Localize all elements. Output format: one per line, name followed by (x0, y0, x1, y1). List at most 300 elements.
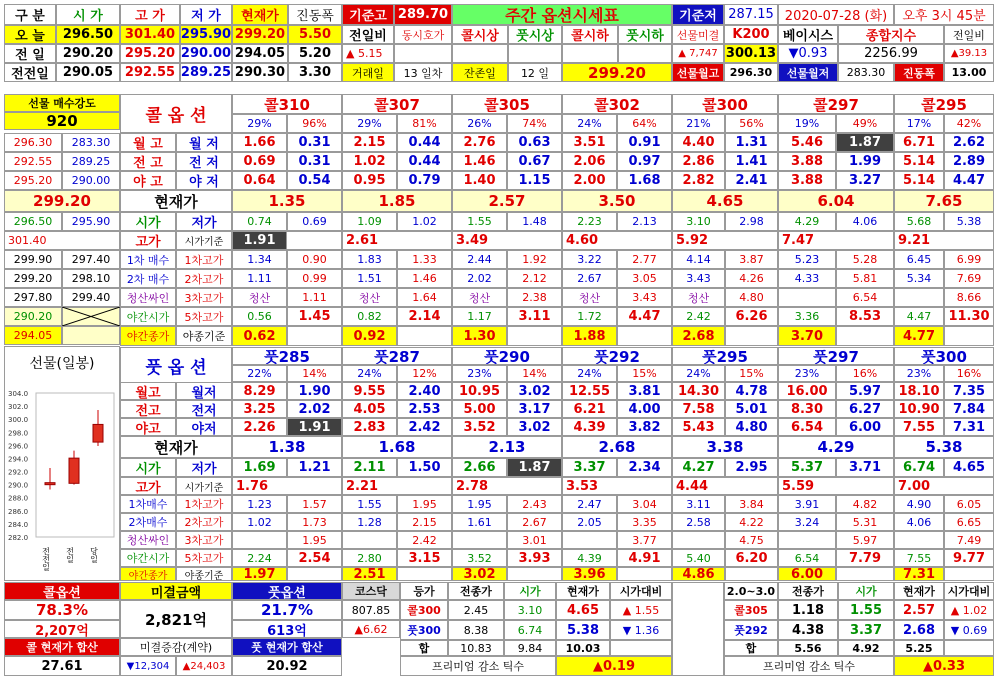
y-tick-label: 298.0 (8, 429, 29, 438)
call-yagan-b: 3.11 (507, 307, 562, 326)
put-yago: 7.55 (894, 418, 944, 436)
tbl1-diff: ▼ 1.36 (610, 620, 672, 640)
jonghap-value: 2256.99 (838, 44, 944, 63)
put-jeoga: 2.95 (725, 458, 778, 477)
tbl1-header: 시가대비 (610, 582, 672, 600)
center-price: 299.20 (562, 63, 672, 82)
put-chungsan-a (778, 531, 836, 549)
call-2cha-b: 0.99 (287, 269, 342, 288)
put-2cha-b: 4.22 (725, 513, 778, 531)
put-yajeo: 4.80 (725, 418, 778, 436)
put-yaganjong-b (617, 567, 672, 581)
candle-body (69, 458, 79, 483)
call-yaganjong: 1.30 (452, 326, 507, 346)
put-yajeo: 6.00 (836, 418, 894, 436)
put-label-wolgo: 월고 (120, 382, 176, 400)
put-sisang: 풋시상 (508, 25, 562, 44)
put-pct-1: 24% (342, 365, 397, 382)
empty-cell-5 (618, 44, 672, 63)
put-woljeo: 3.02 (507, 382, 562, 400)
put-yajeo: 2.42 (397, 418, 452, 436)
call-chungsan-a: 청산 (672, 288, 725, 307)
summary-jeoga: 289.25 (180, 65, 232, 80)
call-1cha-a: 3.22 (562, 250, 617, 269)
put-label-goga: 고가 (120, 477, 176, 495)
put-jeoga: 3.71 (836, 458, 894, 477)
put-label-jeongo: 전고 (120, 400, 176, 418)
put-yagan-b: 6.20 (725, 549, 778, 567)
call-yagan-a: 1.17 (452, 307, 507, 326)
jonghap-jeonil-label: 전일비 (944, 25, 994, 44)
call-yago: 0.95 (342, 171, 397, 190)
put-pct-2: 12% (397, 365, 452, 382)
call-chungsan-a (778, 288, 836, 307)
put-yagan-a: 2.24 (232, 549, 287, 567)
tbl1-siga: 3.10 (504, 600, 556, 620)
put-jeonjeo: 3.17 (507, 400, 562, 418)
put-2cha-b: 1.73 (287, 513, 342, 531)
put-pct-2: 14% (507, 365, 562, 382)
call-sum-label: 콜 현재가 합산 (4, 638, 120, 656)
put-sum-value: 20.92 (232, 656, 342, 676)
put-yagan-b: 4.91 (617, 549, 672, 567)
put-yajeo: 1.91 (287, 418, 342, 436)
put-chungsan-a (232, 531, 287, 549)
call-yagan-a: 0.56 (232, 307, 287, 326)
y-tick-label: 302.0 (8, 403, 29, 412)
call-current: 4.65 (672, 190, 778, 212)
put-wolgo: 10.95 (452, 382, 507, 400)
call-yagan-b: 1.45 (287, 307, 342, 326)
put-label-woljeo: 월저 (176, 382, 232, 400)
put-label-jeoga: 저가 (176, 458, 232, 477)
call-current: 2.57 (452, 190, 562, 212)
call-yagan-a: 2.42 (672, 307, 725, 326)
left-level-b (62, 326, 120, 345)
put-1cha-a: 1.95 (452, 495, 507, 513)
call-label-yaganjong-a: 야간종가 (120, 326, 176, 346)
put-yago: 4.39 (562, 418, 617, 436)
put-yajeo: 3.02 (507, 418, 562, 436)
y-tick-label: 288.0 (8, 494, 29, 503)
put-yagan-a: 7.55 (894, 549, 944, 567)
call-yaganjong: 4.77 (894, 326, 944, 346)
call-yajeo: 1.68 (617, 171, 672, 190)
put-2cha-a: 2.05 (562, 513, 617, 531)
put-chungsan-a (342, 531, 397, 549)
put-pct-2: 16% (944, 365, 994, 382)
tbl2-sum-label: 합 (724, 640, 778, 656)
y-tick-label: 300.0 (8, 416, 29, 425)
put-current: 1.68 (342, 436, 452, 458)
call-siga: 3.10 (672, 212, 725, 231)
put-siga: 5.37 (778, 458, 836, 477)
put-2cha-a: 1.28 (342, 513, 397, 531)
put-strike-name: 풋297 (778, 347, 894, 365)
call-siga: 1.09 (342, 212, 397, 231)
put-jeoga: 1.21 (287, 458, 342, 477)
call-yaganjong-b (617, 326, 672, 346)
migyeol-up: ▲24,403 (176, 656, 232, 676)
put-pct-1: 23% (452, 365, 507, 382)
put-jeoga: 1.50 (397, 458, 452, 477)
put-pct-2: 15% (617, 365, 672, 382)
tbl1-cur: 4.65 (556, 600, 610, 620)
call-2cha-a: 2.67 (562, 269, 617, 288)
tbl1-name: 콜300 (400, 600, 448, 620)
tbl2-sum-jeonjong: 5.56 (778, 640, 838, 656)
tbl2-jeonjong: 4.38 (778, 620, 838, 640)
put-label-sigagijun: 시가기준 (176, 477, 232, 495)
put-label-chungsan-a: 청산싸인 (120, 531, 176, 549)
put-pct-2: 16% (836, 365, 894, 382)
put-label-1cha-b: 1차고가 (176, 495, 232, 513)
summary-jeoga: 295.90 (180, 27, 232, 42)
call-pct-1: 24% (562, 114, 617, 133)
tbl1-diff: ▲ 1.55 (610, 600, 672, 620)
call-woljeo: 0.31 (287, 133, 342, 152)
call-strike-name: 콜295 (894, 94, 994, 114)
date-text: 2020-07-28 (화) (778, 4, 894, 25)
call-wolgo: 4.40 (672, 133, 725, 152)
tbl2-header: 2.0~3.0 (724, 582, 778, 600)
put-2cha-a: 4.06 (894, 513, 944, 531)
call-yagan-b: 2.14 (397, 307, 452, 326)
tbl2-cur: 2.57 (894, 600, 944, 620)
put-pct-1: 24% (562, 365, 617, 382)
summary-goga: 295.20 (120, 44, 180, 63)
call-yaganjong-b (725, 326, 778, 346)
call-yago: 3.88 (778, 171, 836, 190)
call-pct-1: 29% (342, 114, 397, 133)
call-yajeo: 3.27 (836, 171, 894, 190)
sunmul-migyeol-label: 선물미결 (672, 25, 724, 44)
call-yago: 1.40 (452, 171, 507, 190)
call-yagan-b: 6.26 (725, 307, 778, 326)
call-current: 6.04 (778, 190, 894, 212)
put-chungsan-b: 1.95 (287, 531, 342, 549)
call-label-2cha-a: 2차 매수 (120, 269, 176, 288)
put-goga: 2.21 (342, 477, 452, 495)
empty-cell-1 (394, 44, 452, 63)
call-yaganjong: 3.70 (778, 326, 836, 346)
put-sum-label: 풋 현재가 합산 (232, 638, 342, 656)
call-1cha-a: 6.45 (894, 250, 944, 269)
call-siga: 1.55 (452, 212, 507, 231)
call-wolgo: 3.51 (562, 133, 617, 152)
label-siga: 시 가 (56, 4, 120, 25)
put-1cha-a: 1.23 (232, 495, 287, 513)
left-level-a: 299.20 (4, 269, 62, 288)
call-2cha-b: 4.26 (725, 269, 778, 288)
call-2cha-a: 5.34 (894, 269, 944, 288)
call-jeoga: 1.48 (507, 212, 562, 231)
call-siga: 4.29 (778, 212, 836, 231)
put-yagan-a: 6.54 (778, 549, 836, 567)
y-tick-label: 294.0 (8, 455, 29, 464)
put-2cha-a: 3.24 (778, 513, 836, 531)
summary-hyeonjaega: 299.20 (232, 25, 288, 44)
put-jeonjeo: 5.01 (725, 400, 778, 418)
call-1cha-b: 2.77 (617, 250, 672, 269)
call-pct-2: 81% (397, 114, 452, 133)
call-siga: 5.68 (894, 212, 944, 231)
empty-cell-4 (562, 44, 618, 63)
left-price-big: 299.20 (4, 190, 120, 212)
put-wolgo: 9.55 (342, 382, 397, 400)
jindongpok-value-2: 13.00 (944, 63, 994, 82)
kosdaq-label: 코스닥 (342, 582, 400, 600)
call-amount: 2,207억 (4, 620, 120, 638)
put-yagan-b: 2.54 (287, 549, 342, 567)
put-1cha-a: 4.90 (894, 495, 944, 513)
put-chungsan-b: 3.01 (507, 531, 562, 549)
tbl2-header: 전종가 (778, 582, 838, 600)
kol-siha: 콜시하 (562, 25, 618, 44)
put-2cha-b: 6.65 (944, 513, 994, 531)
call-yago: 0.64 (232, 171, 287, 190)
call-section-label: 콜 옵 션 (120, 94, 232, 133)
call-1cha-a: 5.23 (778, 250, 836, 269)
call-jeoga: 4.06 (836, 212, 894, 231)
put-yaganjong: 4.86 (672, 567, 725, 581)
candle-chart-svg (6, 387, 118, 577)
migyeol-down: ▼12,304 (120, 656, 176, 676)
put-strike-name: 풋285 (232, 347, 342, 365)
call-pct-2: 64% (617, 114, 672, 133)
call-1cha-b: 3.87 (725, 250, 778, 269)
call-1cha-a: 1.83 (342, 250, 397, 269)
call-wolgo: 1.66 (232, 133, 287, 152)
put-label-2cha-b: 2차고가 (176, 513, 232, 531)
call-strike-name: 콜307 (342, 94, 452, 114)
put-siha: 풋시하 (618, 25, 672, 44)
put-jeonjeo: 7.84 (944, 400, 994, 418)
summary-label: 오 늘 (4, 25, 56, 44)
jonghap-label: 종합지수 (838, 25, 944, 44)
call-sum-value: 27.61 (4, 656, 120, 676)
call-yajeo: 0.54 (287, 171, 342, 190)
put-label-yaganjong-a: 야간종가 (120, 567, 176, 581)
call-goga: 9.21 (894, 231, 994, 250)
put-1cha-b: 1.57 (287, 495, 342, 513)
spacer-cell (672, 582, 724, 676)
tbl1-header: 시가 (504, 582, 556, 600)
call-label-yagan-a: 야간시가 (120, 307, 176, 326)
put-1cha-b: 3.84 (725, 495, 778, 513)
call-yagan-b: 11.30 (944, 307, 994, 326)
put-strike-name: 풋292 (562, 347, 672, 365)
summary-label: 전 일 (4, 44, 56, 63)
put-label-yago: 야고 (120, 418, 176, 436)
put-yagan-b: 7.79 (836, 549, 894, 567)
call-sigagijun-value: 1.91 (232, 231, 287, 250)
put-label-siga: 시가 (120, 458, 176, 477)
empty-cell-2 (452, 44, 508, 63)
call-yagan-b: 8.53 (836, 307, 894, 326)
tbl1-sum-jeonjong: 10.83 (448, 640, 504, 656)
call-1cha-b: 5.28 (836, 250, 894, 269)
call-jeongo: 1.02 (342, 152, 397, 171)
call-yago: 2.00 (562, 171, 617, 190)
call-woljeo: 0.91 (617, 133, 672, 152)
summary-siga: 290.20 (56, 44, 120, 63)
call-woljeo: 0.63 (507, 133, 562, 152)
tbl1-jeonjong: 8.38 (448, 620, 504, 640)
call-wolgo: 2.15 (342, 133, 397, 152)
put-pct-1: 24% (672, 365, 725, 382)
put-yaganjong-b (725, 567, 778, 581)
put-chungsan-b: 3.77 (617, 531, 672, 549)
put-jeongo: 10.90 (894, 400, 944, 418)
put-chungsan-a (562, 531, 617, 549)
call-yajeo: 0.79 (397, 171, 452, 190)
call-label-yaganjong-b: 야종기준 (176, 326, 232, 346)
call-yagan-a: 3.36 (778, 307, 836, 326)
put-goga: 4.44 (672, 477, 778, 495)
put-yagan-b: 3.15 (397, 549, 452, 567)
call-jeonjeo: 0.44 (397, 152, 452, 171)
call-yagan-a: 4.47 (894, 307, 944, 326)
left-open-a: 296.50 (4, 212, 62, 231)
put-2cha-b: 5.31 (836, 513, 894, 531)
x-label: 전일 (65, 547, 75, 563)
tbl2-siga: 3.37 (838, 620, 894, 640)
chart-title: 선물(일봉) (29, 356, 95, 372)
put-2cha-a: 1.61 (452, 513, 507, 531)
put-wolgo: 16.00 (778, 382, 836, 400)
futures-daily-chart (4, 346, 120, 581)
call-yaganjong: 1.88 (562, 326, 617, 346)
summary-hyeonjaega: 290.30 (232, 63, 288, 82)
summary-jindongpok: 3.30 (288, 63, 342, 82)
put-siga: 3.37 (562, 458, 617, 477)
put-1cha-a: 3.11 (672, 495, 725, 513)
call-jeonjeo: 0.67 (507, 152, 562, 171)
basis-label: 베이시스 (778, 25, 838, 44)
put-yajeo: 3.82 (617, 418, 672, 436)
call-1cha-a: 2.44 (452, 250, 507, 269)
jindongpok-label-2: 진동폭 (894, 63, 944, 82)
call-pct-1: 21% (672, 114, 725, 133)
put-1cha-b: 4.82 (836, 495, 894, 513)
call-goga: 4.60 (562, 231, 672, 250)
put-pct-1: 23% (778, 365, 836, 382)
call-woljeo: 0.44 (397, 133, 452, 152)
kosdaq-change: ▲6.62 (342, 620, 400, 638)
summary-goga: 292.55 (120, 63, 180, 82)
summary-siga: 290.05 (56, 63, 120, 82)
put-yajeo: 7.31 (944, 418, 994, 436)
put-1cha-a: 3.91 (778, 495, 836, 513)
call-pct-1: 26% (452, 114, 507, 133)
call-1cha-a: 1.34 (232, 250, 287, 269)
put-siga: 6.74 (894, 458, 944, 477)
put-2cha-b: 2.67 (507, 513, 562, 531)
put-yaganjong-b (287, 567, 342, 581)
call-chungsan-b: 3.43 (617, 288, 672, 307)
tbl1-siga: 6.74 (504, 620, 556, 640)
label-jindongpok: 진동폭 (288, 4, 342, 25)
put-wolgo: 8.29 (232, 382, 287, 400)
call-label-jeongo: 전 고 (120, 152, 176, 171)
x-label: 전전일 (41, 547, 51, 571)
put-yagan-b: 9.77 (944, 549, 994, 567)
put-goga: 5.59 (778, 477, 894, 495)
call-goga: 5.92 (672, 231, 778, 250)
put-label-2cha-a: 2차매수 (120, 513, 176, 531)
call-jeongo: 3.88 (778, 152, 836, 171)
kosdaq-value: 807.85 (342, 600, 400, 620)
put-label-yaganjong-b: 야종기준 (176, 567, 232, 581)
call-label-yagan-b: 5차고가 (176, 307, 232, 326)
left-row-a: 292.55 (4, 152, 62, 171)
call-strike-name: 콜302 (562, 94, 672, 114)
call-chungsan-a: 청산 (232, 288, 287, 307)
put-yaganjong-b (836, 567, 894, 581)
put-chungsan-a (672, 531, 725, 549)
left-level-a: 299.90 (4, 250, 62, 269)
call-pct-2: 74% (507, 114, 562, 133)
tbl1-header: 등가 (400, 582, 448, 600)
wolje-value: 283.30 (838, 63, 894, 82)
call-strike-name: 콜300 (672, 94, 778, 114)
call-chungsan-b: 8.66 (944, 288, 994, 307)
put-siga: 2.66 (452, 458, 507, 477)
tbl1-cur: 5.38 (556, 620, 610, 640)
call-label-yajeo: 야 저 (176, 171, 232, 190)
put-chungsan-b: 7.49 (944, 531, 994, 549)
put-goga: 1.76 (232, 477, 342, 495)
put-jeongo: 3.25 (232, 400, 287, 418)
call-chungsan-a: 청산 (342, 288, 397, 307)
y-tick-label: 292.0 (8, 468, 29, 477)
call-jeongo: 2.86 (672, 152, 725, 171)
summary-hyeonjaega: 294.05 (232, 44, 288, 63)
call-jeoga: 0.69 (287, 212, 342, 231)
tbl1-name: 풋300 (400, 620, 448, 640)
tbl1-jeonjong: 2.45 (448, 600, 504, 620)
put-label-yagan-b: 5차고가 (176, 549, 232, 567)
call-pct-2: 56% (725, 114, 778, 133)
put-woljeo: 7.35 (944, 382, 994, 400)
call-2cha-a: 2.02 (452, 269, 507, 288)
tbl2-diff: ▲ 1.02 (944, 600, 994, 620)
put-option-label: 풋옵션 (232, 582, 342, 600)
call-chungsan-b: 1.64 (397, 288, 452, 307)
tbl1-sum-label: 합 (400, 640, 448, 656)
call-woljeo: 1.87 (836, 133, 894, 152)
put-yaganjong: 6.00 (778, 567, 836, 581)
y-tick-label: 304.0 (8, 390, 29, 398)
put-yagan-a: 3.52 (452, 549, 507, 567)
put-jeonjeo: 2.02 (287, 400, 342, 418)
put-strike-name: 풋290 (452, 347, 562, 365)
dongsi-label: 동시호가 (394, 25, 452, 44)
summary-jindongpok: 5.20 (288, 44, 342, 63)
candle-body (45, 483, 55, 485)
put-yago: 2.26 (232, 418, 287, 436)
tbl2-name: 풋292 (724, 620, 778, 640)
jeonil-change: ▲ 5.15 (342, 44, 394, 63)
call-label-goga: 고가 (120, 231, 176, 250)
put-yaganjong: 3.96 (562, 567, 617, 581)
put-pct-1: 23% (894, 365, 944, 382)
sunmul-wolgo-label: 선물월고 (672, 63, 724, 82)
put-label-chungsan-b: 3차고가 (176, 531, 232, 549)
put-siga: 2.11 (342, 458, 397, 477)
k200-label: K200 (724, 25, 778, 44)
